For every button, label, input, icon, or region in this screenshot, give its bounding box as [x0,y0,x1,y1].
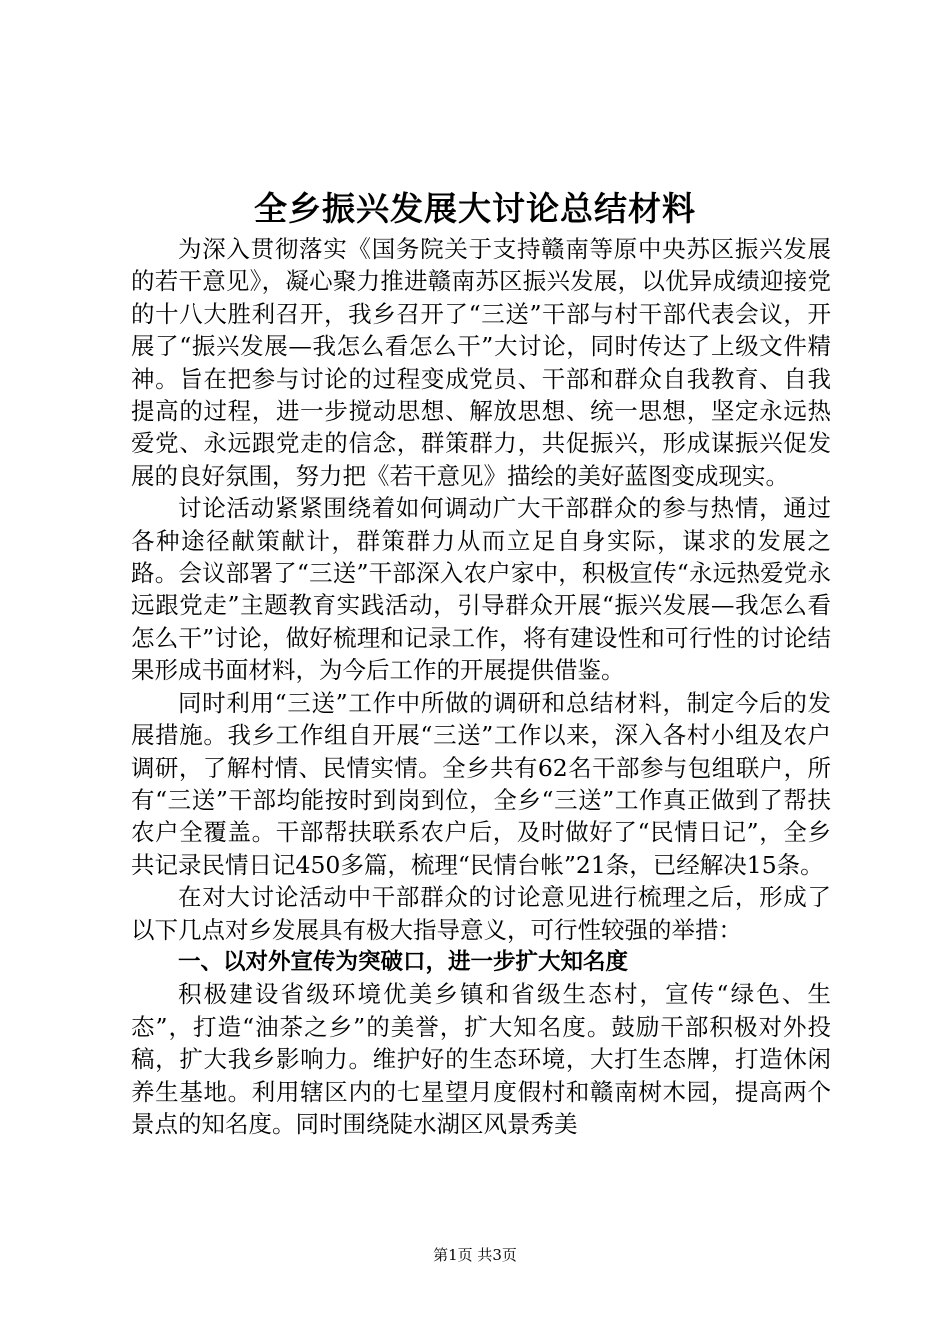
paragraph-2: 讨论活动紧紧围绕着如何调动广大干部群众的参与热情，通过各种途径献策献计，群策群力从而立足自身实际，谋求的发展之路。会议部署了“三送”干部深入农户家中，积极宣传“永远热爱党永远跟党走”主题教育实践活动，引导群众开展“振兴发展—我怎么看怎么干”讨论，做好梳理和记录工作，将有建设性和可行性的讨论结果形成书面材料，为今后工作的开展提供借鉴。 [131,494,831,685]
document-body [131,233,831,1140]
section-heading: 一、以对外宣传为突破口，进一步扩大知名度 [178,948,629,975]
paragraph-1: 为深入贯彻落实《国务院关于支持赣南等原中央苏区振兴发展的若干意见》，凝心聚力推进赣南苏区振兴发展，以优异成绩迎接党的十八大胜利召开，我乡召开了“三送”干部与村干部代表会议，开展了“振兴发展—我怎么看怎么干”大讨论，同时传达了上级文件精神。旨在把参与讨论的过程变成党员、干部和群众自我教育、自我提高的过程，进一步搅动思想、解放思想、统一思想，坚定永远热爱党、永远跟党走的信念，群策群力，共促振兴，形成谋振兴促发展的良好氛围，努力把《若干意见》描绘的美好蓝图变成现实。 [131,235,831,490]
paragraph-3: 同时利用“三送”工作中所做的调研和总结材料，制定今后的发展措施。我乡工作组自开展“三送”工作以来，深入各村小组及农户调研，了解村情、民情实情。全乡共有62名干部参与包组联户，所有“三送”干部均能按时到岗到位，全乡“三送”工作真正做到了帮扶农户全覆盖。干部帮扶联系农户后，及时做好了“民情日记”，全乡共记录民情日记450多篇，梳理“民情台帐”21条，已经解决15条。 [131,688,831,879]
section-paragraph: 积极建设省级环境优美乡镇和省级生态村，宣传“绿色、生态”，打造“油茶之乡”的美誉，扩大知名度。鼓励干部积极对外投稿，扩大我乡影响力。维护好的生态环境，大打生态牌，打造休闲养生基地。利用辖区内的七星望月度假村和赣南树木园，提高两个景点的知名度。同时围绕陡水湖区风景秀美 [131,980,831,1138]
page-footer: 第1页 共3页 [433,1246,517,1264]
document-title: 全乡振兴发展大讨论总结材料 [254,189,696,228]
paragraph-4: 在对大讨论活动中干部群众的讨论意见进行梳理之后，形成了以下几点对乡发展具有极大指导意义，可行性较强的举措： [131,883,831,944]
